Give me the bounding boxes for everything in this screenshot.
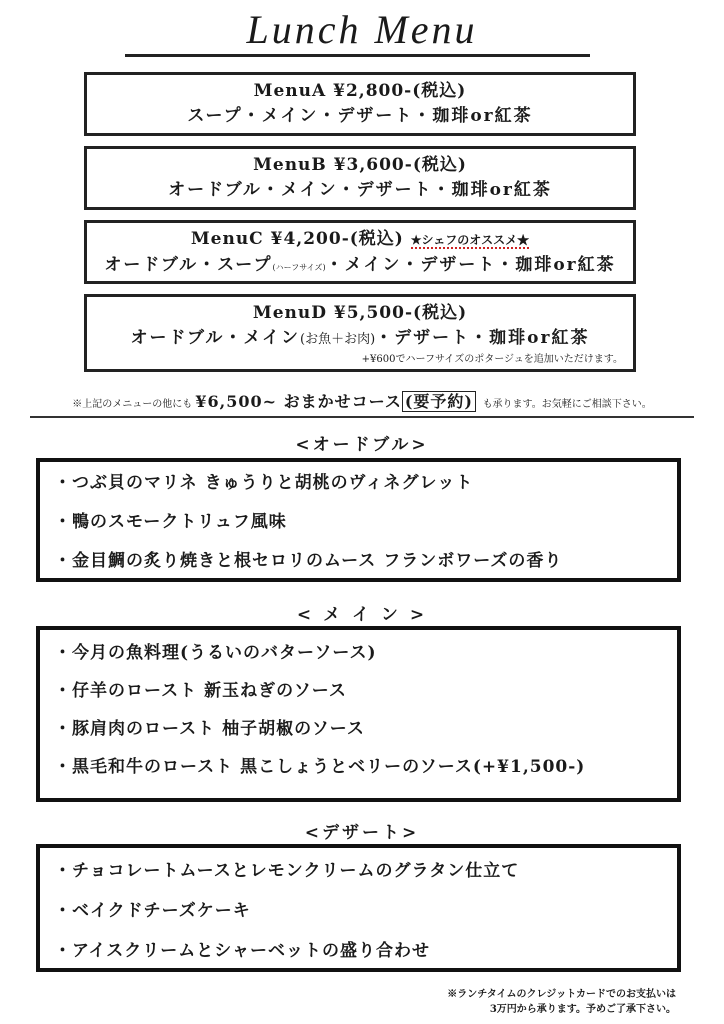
menu-b-header: MenuB ¥3,600-(税込) xyxy=(253,155,467,175)
menu-d-courses-a: オードブル・メイン xyxy=(130,328,301,348)
footnote-line-2: 3万円から承ります。予めご了承下さい。 xyxy=(489,1004,676,1015)
list-item: ・仔羊のロースト 新玉ねぎのソース xyxy=(54,681,347,701)
menu-a-box xyxy=(84,72,636,136)
list-item: ・チョコレートムースとレモンクリームのグラタン仕立て xyxy=(54,861,520,881)
menu-c-half-note: (ハーフサイズ) xyxy=(272,263,326,272)
menu-a-courses: スープ・メイン・デザート・珈琲or紅茶 xyxy=(187,106,533,126)
main-box xyxy=(36,626,681,802)
omakase-course: おまかせコース xyxy=(283,392,402,411)
section-title-hors-doeuvre: <オードブル> xyxy=(295,435,429,455)
menu-d-courses-b: ・デザート・珈琲or紅茶 xyxy=(375,328,590,348)
menu-c-box xyxy=(84,220,636,284)
section-title-main: < メ イ ン > xyxy=(296,605,428,625)
list-item: ・アイスクリームとシャーベットの盛り合わせ xyxy=(54,941,430,961)
omakase-price: ¥6,500~ xyxy=(195,392,278,411)
menu-d-header: MenuD ¥5,500-(税込) xyxy=(252,303,468,323)
title-underline xyxy=(125,54,590,57)
omakase-note xyxy=(0,389,724,412)
list-item: ・鴨のスモークトリュフ風味 xyxy=(54,512,287,532)
menu-b-box xyxy=(84,146,636,210)
section-title-dessert: <デザート> xyxy=(304,823,420,843)
dessert-box xyxy=(36,844,681,972)
list-item: ・金目鯛の炙り焼きと根セロリのムース フランボワーズの香り xyxy=(54,551,563,571)
menu-d-extra-note: +¥600でハーフサイズのポタージュを追加いただけます。 xyxy=(361,354,623,365)
list-item: ・豚肩肉のロースト 柚子胡椒のソース xyxy=(54,719,365,739)
menu-d-main-note: (お魚＋お肉) xyxy=(300,332,376,347)
list-item: ・今月の魚料理(うるいのバターソース) xyxy=(54,643,377,663)
chef-recommend-badge: ★シェフのオススメ★ xyxy=(410,233,530,247)
menu-c-courses-a: オードブル・スープ xyxy=(104,255,273,275)
hors-doeuvre-box xyxy=(36,458,681,582)
footnote-line-1: ※ランチタイムのクレジットカードでのお支払いは xyxy=(447,989,676,1000)
omakase-reserve: (要予約) xyxy=(402,391,476,412)
menu-a-header: MenuA ¥2,800-(税込) xyxy=(253,81,467,101)
payment-footnote xyxy=(376,987,676,1017)
omakase-suffix: も承ります。お気軽にご相談下さい。 xyxy=(482,399,652,410)
list-item: ・つぶ貝のマリネ きゅうりと胡桃のヴィネグレット xyxy=(54,473,474,493)
omakase-prefix: ※上記のメニューの他にも xyxy=(72,399,193,410)
menu-d-box xyxy=(84,294,636,372)
list-item: ・ベイクドチーズケーキ xyxy=(54,901,251,921)
menu-c-header: MenuC ¥4,200-(税込) xyxy=(190,229,404,249)
menu-c-courses-b: ・メイン・デザート・珈琲or紅茶 xyxy=(325,255,616,275)
menu-b-courses: オードブル・メイン・デザート・珈琲or紅茶 xyxy=(168,180,552,200)
page-title: Lunch Menu xyxy=(246,7,478,52)
section-divider xyxy=(30,416,694,418)
list-item: ・黒毛和牛のロースト 黒こしょうとベリーのソース(+¥1,500-) xyxy=(54,757,586,777)
